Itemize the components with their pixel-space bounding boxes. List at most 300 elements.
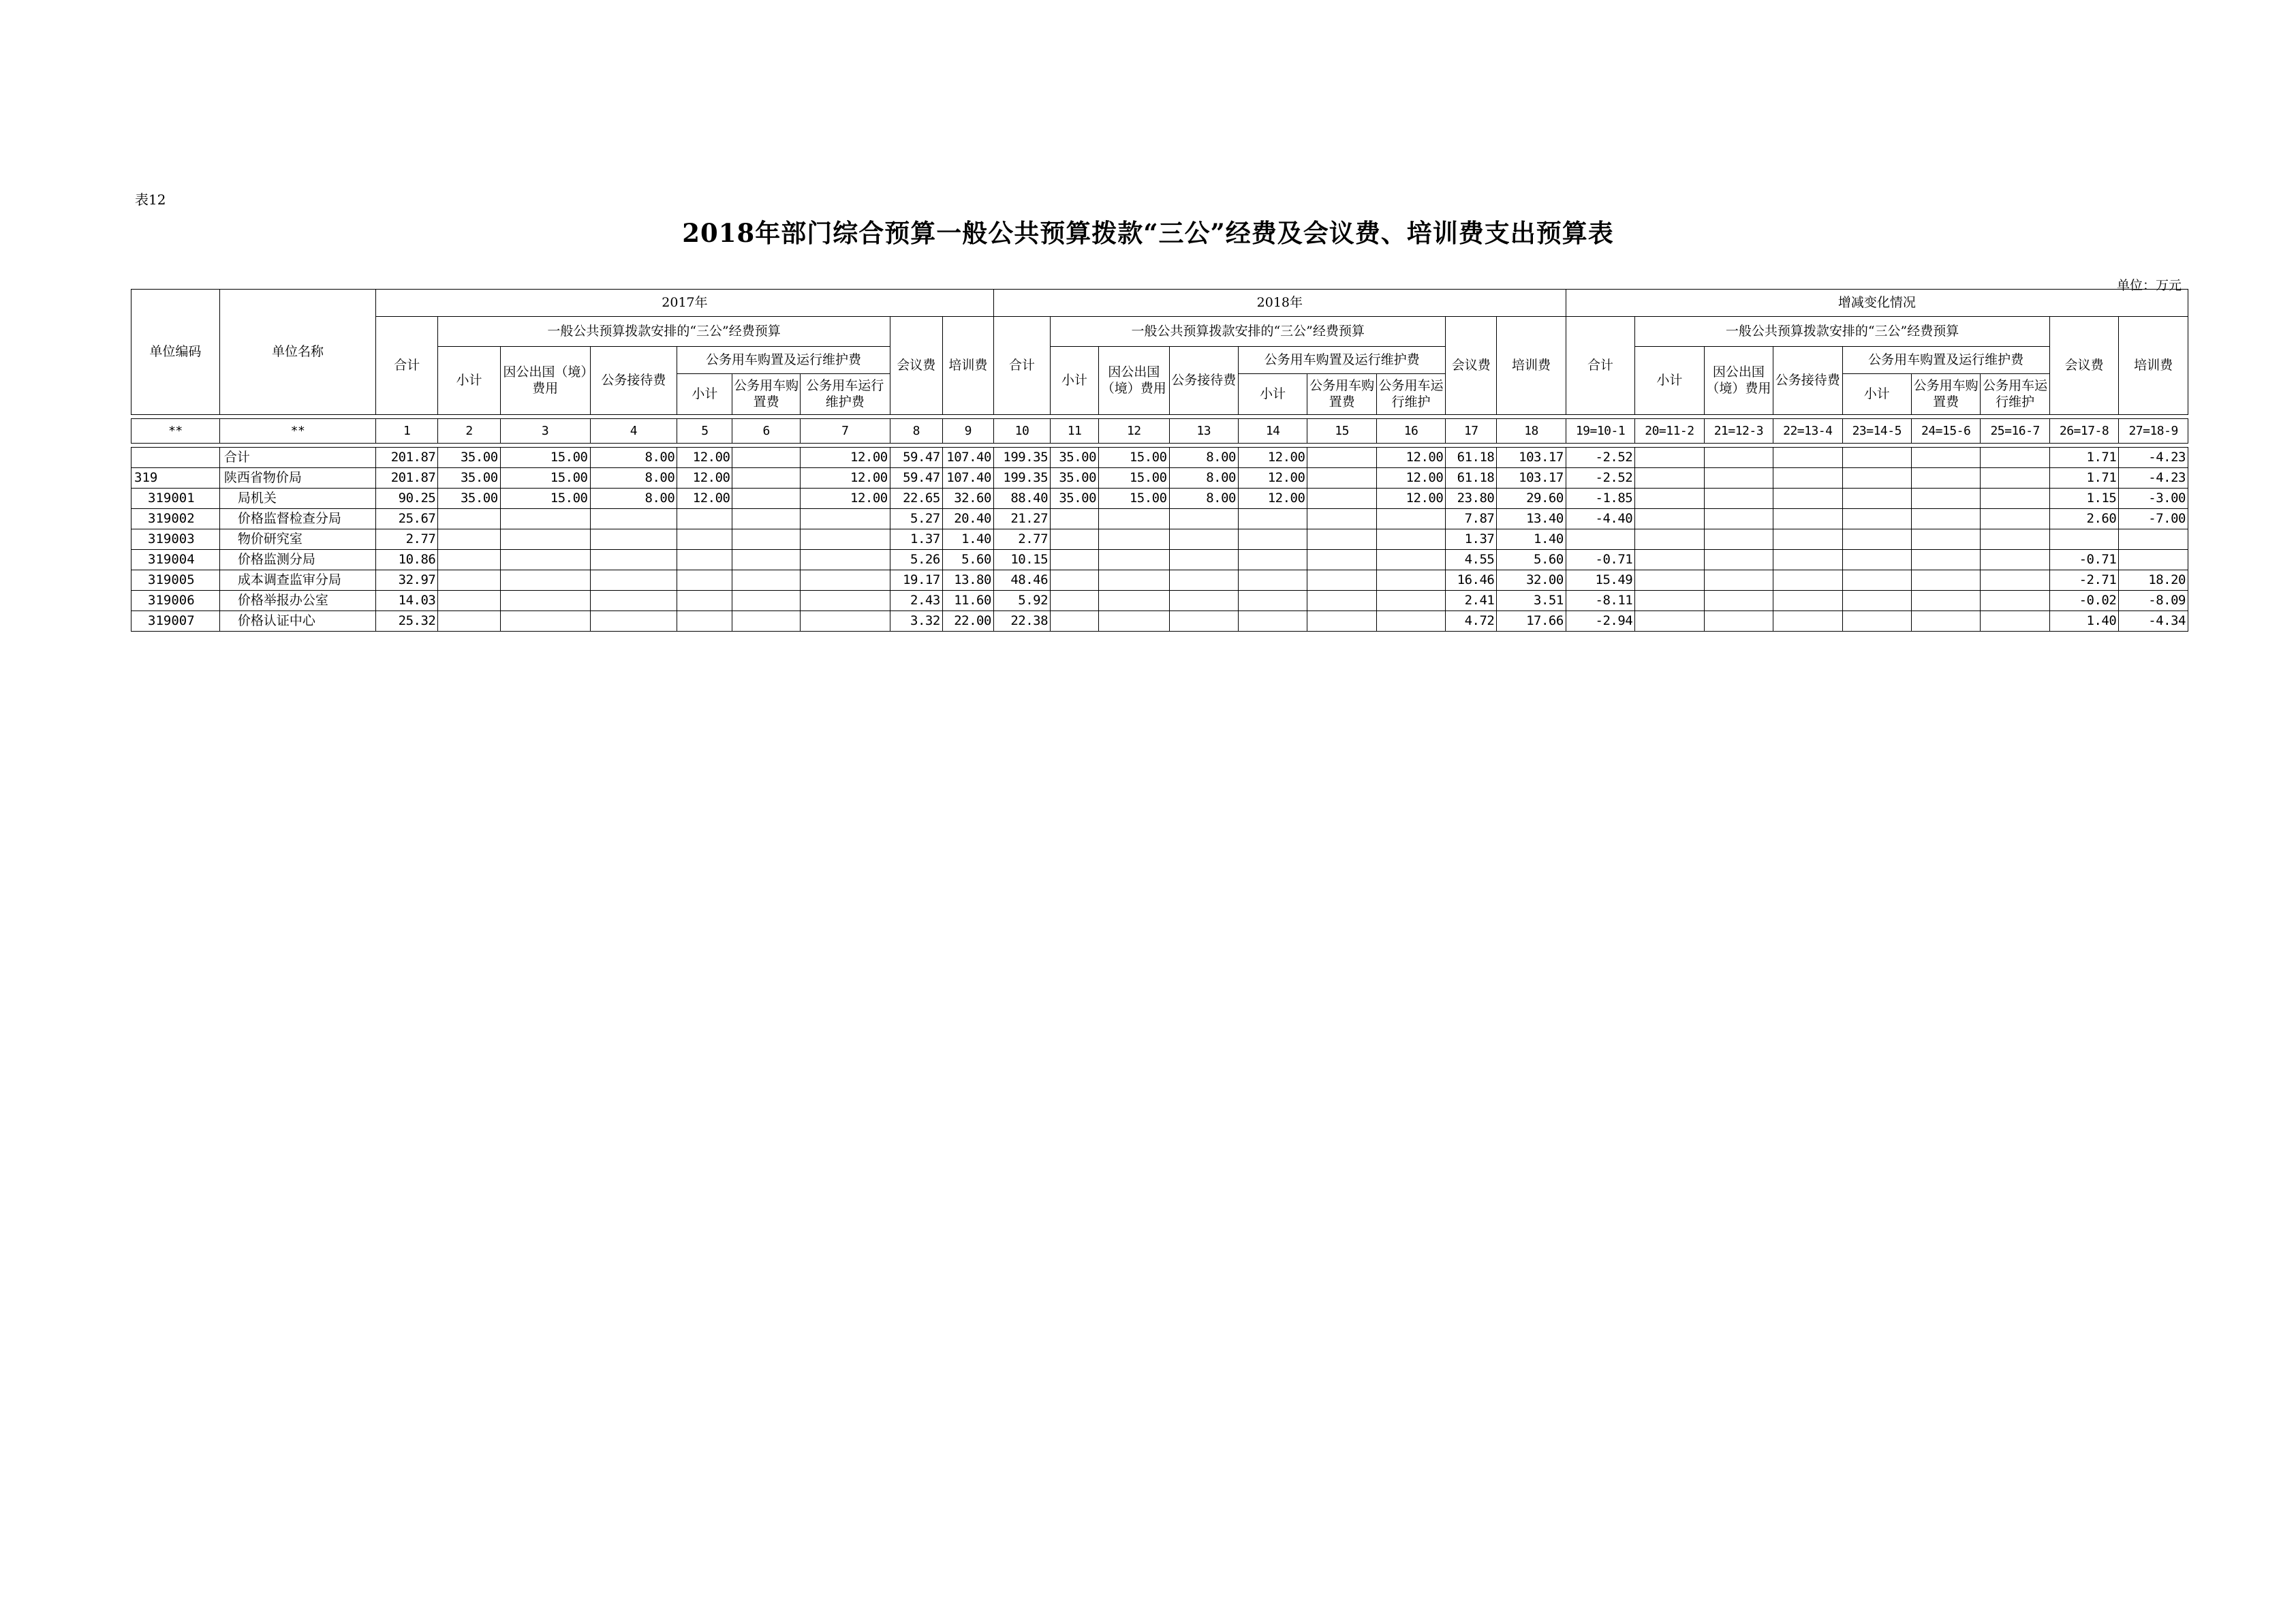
value-cell: 21.27 (993, 509, 1050, 529)
value-cell: 1.15 (2049, 489, 2118, 509)
value-cell (1376, 509, 1445, 529)
value-cell (1704, 529, 1773, 550)
header-2017-abroad: 因公出国（境）费用 (500, 347, 590, 415)
value-cell (1099, 570, 1169, 591)
column-index: 12 (1099, 419, 1169, 444)
value-cell (590, 509, 677, 529)
value-cell (1238, 550, 1307, 570)
column-index: 8 (890, 419, 942, 444)
value-cell (1704, 509, 1773, 529)
value-cell (500, 529, 590, 550)
value-cell: 8.00 (1169, 468, 1238, 489)
value-cell: 1.40 (2049, 611, 2118, 632)
value-cell (1773, 570, 1842, 591)
value-cell: 1.71 (2049, 448, 2118, 468)
value-cell (1169, 529, 1238, 550)
value-cell (732, 448, 800, 468)
table-row (131, 570, 2188, 591)
value-cell: 59.47 (890, 448, 942, 468)
value-cell (1842, 570, 1911, 591)
value-cell: 22.38 (993, 611, 1050, 632)
column-index: 2 (438, 419, 500, 444)
unit-name-cell: 价格监测分局 (219, 550, 375, 570)
unit-name-cell: 陕西省物价局 (219, 468, 375, 489)
column-index: 11 (1051, 419, 1099, 444)
column-index: 6 (732, 419, 800, 444)
header-2018-sangong: 一般公共预算拨款安排的“三公”经费预算 (1051, 317, 1446, 347)
unit-name-cell: 物价研究室 (219, 529, 375, 550)
value-cell (1169, 591, 1238, 611)
value-cell: 10.86 (376, 550, 438, 570)
header-2017-car-run: 公务用车运行维护费 (800, 374, 890, 415)
value-cell (1635, 529, 1704, 550)
table-header (131, 290, 2188, 448)
value-cell (590, 611, 677, 632)
value-cell: 12.00 (1376, 448, 1445, 468)
budget-table (131, 289, 2188, 632)
value-cell: 12.00 (1376, 489, 1445, 509)
value-cell: 8.00 (590, 468, 677, 489)
value-cell (1911, 509, 1980, 529)
unit-name-cell: 合计 (219, 448, 375, 468)
value-cell: 8.00 (590, 489, 677, 509)
value-cell (1635, 448, 1704, 468)
value-cell (1635, 591, 1704, 611)
value-cell: 12.00 (1376, 468, 1445, 489)
unit-name-cell: 价格认证中心 (219, 611, 375, 632)
value-cell (1307, 570, 1376, 591)
value-cell: 3.51 (1497, 591, 1566, 611)
value-cell: 107.40 (942, 468, 993, 489)
value-cell (438, 591, 500, 611)
value-cell (1981, 591, 2049, 611)
header-2017-car-buy: 公务用车购置费 (732, 374, 800, 415)
value-cell (1635, 570, 1704, 591)
value-cell: 22.00 (942, 611, 993, 632)
value-cell (800, 570, 890, 591)
value-cell: -4.34 (2119, 611, 2188, 632)
value-cell: 17.66 (1497, 611, 1566, 632)
value-cell (1773, 611, 1842, 632)
value-cell (1704, 550, 1773, 570)
value-cell (1911, 489, 1980, 509)
value-cell (732, 550, 800, 570)
value-cell (1635, 611, 1704, 632)
value-cell (2119, 550, 2188, 570)
value-cell: 12.00 (1238, 448, 1307, 468)
value-cell (1307, 591, 1376, 611)
value-cell: 2.43 (890, 591, 942, 611)
value-cell: -0.71 (2049, 550, 2118, 570)
header-change-abroad: 因公出国（境）费用 (1704, 347, 1773, 415)
value-cell: 201.87 (376, 468, 438, 489)
column-index: 23=14-5 (1842, 419, 1911, 444)
value-cell (1704, 448, 1773, 468)
value-cell: 107.40 (942, 448, 993, 468)
table-row (131, 489, 2188, 509)
value-cell (500, 570, 590, 591)
header-2017-reception: 公务接待费 (590, 347, 677, 415)
value-cell (1099, 550, 1169, 570)
value-cell: 15.00 (1099, 468, 1169, 489)
value-cell: 3.32 (890, 611, 942, 632)
value-cell: 29.60 (1497, 489, 1566, 509)
value-cell (1981, 489, 2049, 509)
value-cell (1773, 591, 1842, 611)
value-cell: 32.60 (942, 489, 993, 509)
value-cell: 88.40 (993, 489, 1050, 509)
value-cell: 8.00 (1169, 489, 1238, 509)
value-cell (677, 529, 732, 550)
unit-code-cell: 319007 (131, 611, 220, 632)
value-cell (1307, 550, 1376, 570)
value-cell: 32.97 (376, 570, 438, 591)
unit-name-cell: 价格监督检查分局 (219, 509, 375, 529)
value-cell (1099, 591, 1169, 611)
value-cell (1842, 489, 1911, 509)
table-number: 表12 (135, 191, 166, 208)
value-cell: 61.18 (1446, 448, 1497, 468)
value-cell (1911, 570, 1980, 591)
header-2017-sangong: 一般公共预算拨款安排的“三公”经费预算 (438, 317, 890, 347)
value-cell: 15.00 (500, 448, 590, 468)
value-cell (1773, 529, 1842, 550)
value-cell: 12.00 (1238, 468, 1307, 489)
value-cell: 8.00 (590, 448, 677, 468)
value-cell: 90.25 (376, 489, 438, 509)
value-cell: -7.00 (2119, 509, 2188, 529)
value-cell (1911, 529, 1980, 550)
column-index: 13 (1169, 419, 1238, 444)
value-cell: 12.00 (677, 468, 732, 489)
header-year-2018: 2018年 (993, 290, 1566, 317)
header-2018-meeting: 会议费 (1446, 317, 1497, 415)
value-cell: 12.00 (677, 448, 732, 468)
column-index: 4 (590, 419, 677, 444)
value-cell (1376, 591, 1445, 611)
value-cell (1238, 611, 1307, 632)
value-cell (1307, 509, 1376, 529)
header-unit-code: 单位编码 (131, 290, 220, 415)
value-cell (500, 550, 590, 570)
table-row (131, 529, 2188, 550)
value-cell: 5.27 (890, 509, 942, 529)
value-cell (732, 468, 800, 489)
value-cell: -2.71 (2049, 570, 2118, 591)
table-row (131, 611, 2188, 632)
value-cell (1051, 570, 1099, 591)
header-2018-abroad: 因公出国（境）费用 (1099, 347, 1169, 415)
value-cell (1376, 611, 1445, 632)
column-index: 14 (1238, 419, 1307, 444)
value-cell: -1.85 (1566, 489, 1634, 509)
header-change-car-subtotal: 小计 (1842, 374, 1911, 415)
value-cell (732, 509, 800, 529)
header-2018-total: 合计 (993, 317, 1050, 415)
value-cell: 12.00 (677, 489, 732, 509)
value-cell (1238, 591, 1307, 611)
value-cell: 7.87 (1446, 509, 1497, 529)
value-cell: 12.00 (1238, 489, 1307, 509)
value-cell: -2.52 (1566, 448, 1634, 468)
value-cell: -0.71 (1566, 550, 1634, 570)
header-2017-total: 合计 (376, 317, 438, 415)
value-cell (1981, 448, 2049, 468)
column-index: 1 (376, 419, 438, 444)
header-2017-car-group: 公务用车购置及运行维护费 (677, 347, 890, 374)
column-index: 21=12-3 (1704, 419, 1773, 444)
value-cell (732, 570, 800, 591)
value-cell: 199.35 (993, 448, 1050, 468)
value-cell (438, 509, 500, 529)
value-cell: -8.09 (2119, 591, 2188, 611)
table-body (131, 448, 2188, 632)
value-cell: 25.32 (376, 611, 438, 632)
value-cell (438, 550, 500, 570)
header-2018-training: 培训费 (1497, 317, 1566, 415)
value-cell: -4.23 (2119, 468, 2188, 489)
column-index: 19=10-1 (1566, 419, 1634, 444)
value-cell (438, 529, 500, 550)
column-index: 26=17-8 (2049, 419, 2118, 444)
value-cell (1307, 468, 1376, 489)
value-cell: 22.65 (890, 489, 942, 509)
header-2017-training: 培训费 (942, 317, 993, 415)
value-cell (1911, 550, 1980, 570)
value-cell: 1.37 (1446, 529, 1497, 550)
value-cell (1704, 591, 1773, 611)
unit-code-cell: 319 (131, 468, 220, 489)
column-index: 22=13-4 (1773, 419, 1842, 444)
header-change-car-run: 公务用车运行维护 (1981, 374, 2049, 415)
value-cell (1307, 611, 1376, 632)
header-change-car-group: 公务用车购置及运行维护费 (1842, 347, 2049, 374)
unit-code-cell: 319005 (131, 570, 220, 591)
value-cell (1842, 468, 1911, 489)
value-cell (1099, 509, 1169, 529)
value-cell (732, 591, 800, 611)
column-index: 25=16-7 (1981, 419, 2049, 444)
value-cell (677, 611, 732, 632)
value-cell (1238, 570, 1307, 591)
value-cell (800, 611, 890, 632)
column-index: ** (219, 419, 375, 444)
column-index: 17 (1446, 419, 1497, 444)
value-cell: -8.11 (1566, 591, 1634, 611)
value-cell (1169, 509, 1238, 529)
value-cell (800, 529, 890, 550)
value-cell: 23.80 (1446, 489, 1497, 509)
value-cell: -0.02 (2049, 591, 2118, 611)
column-index: 3 (500, 419, 590, 444)
column-index: 27=18-9 (2119, 419, 2188, 444)
value-cell (1842, 509, 1911, 529)
value-cell: -4.40 (1566, 509, 1634, 529)
value-cell (732, 529, 800, 550)
value-cell: 2.77 (376, 529, 438, 550)
value-cell (1307, 448, 1376, 468)
value-cell: 19.17 (890, 570, 942, 591)
value-cell: 35.00 (1051, 468, 1099, 489)
value-cell (500, 611, 590, 632)
value-cell (590, 570, 677, 591)
value-cell: 5.60 (1497, 550, 1566, 570)
value-cell (1099, 611, 1169, 632)
value-cell: -2.52 (1566, 468, 1634, 489)
value-cell (1169, 570, 1238, 591)
unit-code-cell (131, 448, 220, 468)
value-cell (677, 570, 732, 591)
unit-name-cell: 局机关 (219, 489, 375, 509)
value-cell (438, 611, 500, 632)
column-index: 24=15-6 (1911, 419, 1980, 444)
value-cell: 13.40 (1497, 509, 1566, 529)
value-cell: 1.40 (1497, 529, 1566, 550)
table-row (131, 448, 2188, 468)
value-cell: -3.00 (2119, 489, 2188, 509)
value-cell: 35.00 (438, 468, 500, 489)
table-row (131, 468, 2188, 489)
unit-code-cell: 319002 (131, 509, 220, 529)
column-index: 10 (993, 419, 1050, 444)
value-cell: 2.41 (1446, 591, 1497, 611)
header-2018-car-subtotal: 小计 (1238, 374, 1307, 415)
value-cell (800, 509, 890, 529)
value-cell (800, 591, 890, 611)
value-cell (590, 550, 677, 570)
value-cell (1238, 509, 1307, 529)
value-cell: 15.00 (1099, 489, 1169, 509)
value-cell: 16.46 (1446, 570, 1497, 591)
value-cell (1773, 550, 1842, 570)
header-2018-subtotal: 小计 (1051, 347, 1099, 415)
value-cell (500, 509, 590, 529)
value-cell (1842, 550, 1911, 570)
value-cell: 5.60 (942, 550, 993, 570)
value-cell (438, 570, 500, 591)
value-cell: 15.00 (500, 468, 590, 489)
value-cell: 103.17 (1497, 448, 1566, 468)
value-cell (1307, 489, 1376, 509)
value-cell (1635, 489, 1704, 509)
value-cell (732, 611, 800, 632)
unit-label: 单位：万元 (2116, 278, 2182, 293)
header-unit-name: 单位名称 (219, 290, 375, 415)
value-cell: 14.03 (376, 591, 438, 611)
value-cell: 18.20 (2119, 570, 2188, 591)
value-cell (1842, 591, 1911, 611)
value-cell (590, 591, 677, 611)
value-cell: 2.60 (2049, 509, 2118, 529)
unit-code-cell: 319006 (131, 591, 220, 611)
value-cell (1169, 611, 1238, 632)
value-cell (1704, 611, 1773, 632)
column-index: 18 (1497, 419, 1566, 444)
value-cell (1981, 570, 2049, 591)
value-cell: 199.35 (993, 468, 1050, 489)
value-cell: 201.87 (376, 448, 438, 468)
header-change-car-buy: 公务用车购置费 (1911, 374, 1980, 415)
value-cell (677, 550, 732, 570)
value-cell: 13.80 (942, 570, 993, 591)
header-change-meeting: 会议费 (2049, 317, 2118, 415)
value-cell (1911, 591, 1980, 611)
value-cell (1981, 468, 2049, 489)
value-cell (1911, 448, 1980, 468)
header-2017-meeting: 会议费 (890, 317, 942, 415)
value-cell (800, 550, 890, 570)
value-cell (1238, 529, 1307, 550)
value-cell (1051, 529, 1099, 550)
header-change-training: 培训费 (2119, 317, 2188, 415)
value-cell (1635, 509, 1704, 529)
header-2018-car-buy: 公务用车购置费 (1307, 374, 1376, 415)
column-index: 20=11-2 (1635, 419, 1704, 444)
value-cell: 48.46 (993, 570, 1050, 591)
value-cell (1981, 550, 2049, 570)
column-index: 5 (677, 419, 732, 444)
value-cell: 15.00 (1099, 448, 1169, 468)
value-cell: 4.55 (1446, 550, 1497, 570)
value-cell: 4.72 (1446, 611, 1497, 632)
value-cell (1981, 509, 2049, 529)
value-cell (1307, 529, 1376, 550)
value-cell: 11.60 (942, 591, 993, 611)
value-cell: 5.26 (890, 550, 942, 570)
header-2018-reception: 公务接待费 (1169, 347, 1238, 415)
header-change-reception: 公务接待费 (1773, 347, 1842, 415)
value-cell: 20.40 (942, 509, 993, 529)
value-cell (1773, 448, 1842, 468)
value-cell (1051, 550, 1099, 570)
value-cell (1704, 489, 1773, 509)
value-cell (1376, 550, 1445, 570)
header-change: 增减变化情况 (1566, 290, 2188, 317)
budget-table-container (131, 289, 2188, 632)
value-cell (677, 591, 732, 611)
value-cell: 15.49 (1566, 570, 1634, 591)
value-cell: 12.00 (800, 468, 890, 489)
table-row (131, 591, 2188, 611)
column-index: 9 (942, 419, 993, 444)
value-cell (1169, 550, 1238, 570)
value-cell: 35.00 (1051, 448, 1099, 468)
value-cell: 35.00 (1051, 489, 1099, 509)
value-cell: 103.17 (1497, 468, 1566, 489)
value-cell: 10.15 (993, 550, 1050, 570)
header-change-subtotal: 小计 (1635, 347, 1704, 415)
value-cell (1704, 570, 1773, 591)
value-cell: 25.67 (376, 509, 438, 529)
unit-code-cell: 319004 (131, 550, 220, 570)
value-cell: 12.00 (800, 448, 890, 468)
value-cell: 1.40 (942, 529, 993, 550)
value-cell (1911, 468, 1980, 489)
table-row (131, 509, 2188, 529)
header-2017-subtotal: 小计 (438, 347, 500, 415)
value-cell (1981, 611, 2049, 632)
header-change-sangong: 一般公共预算拨款安排的“三公”经费预算 (1635, 317, 2050, 347)
value-cell (1635, 550, 1704, 570)
value-cell: 1.37 (890, 529, 942, 550)
value-cell (2119, 529, 2188, 550)
value-cell (500, 591, 590, 611)
value-cell (1099, 529, 1169, 550)
value-cell (1981, 529, 2049, 550)
value-cell: 32.00 (1497, 570, 1566, 591)
header-change-total: 合计 (1566, 317, 1634, 415)
value-cell: 15.00 (500, 489, 590, 509)
